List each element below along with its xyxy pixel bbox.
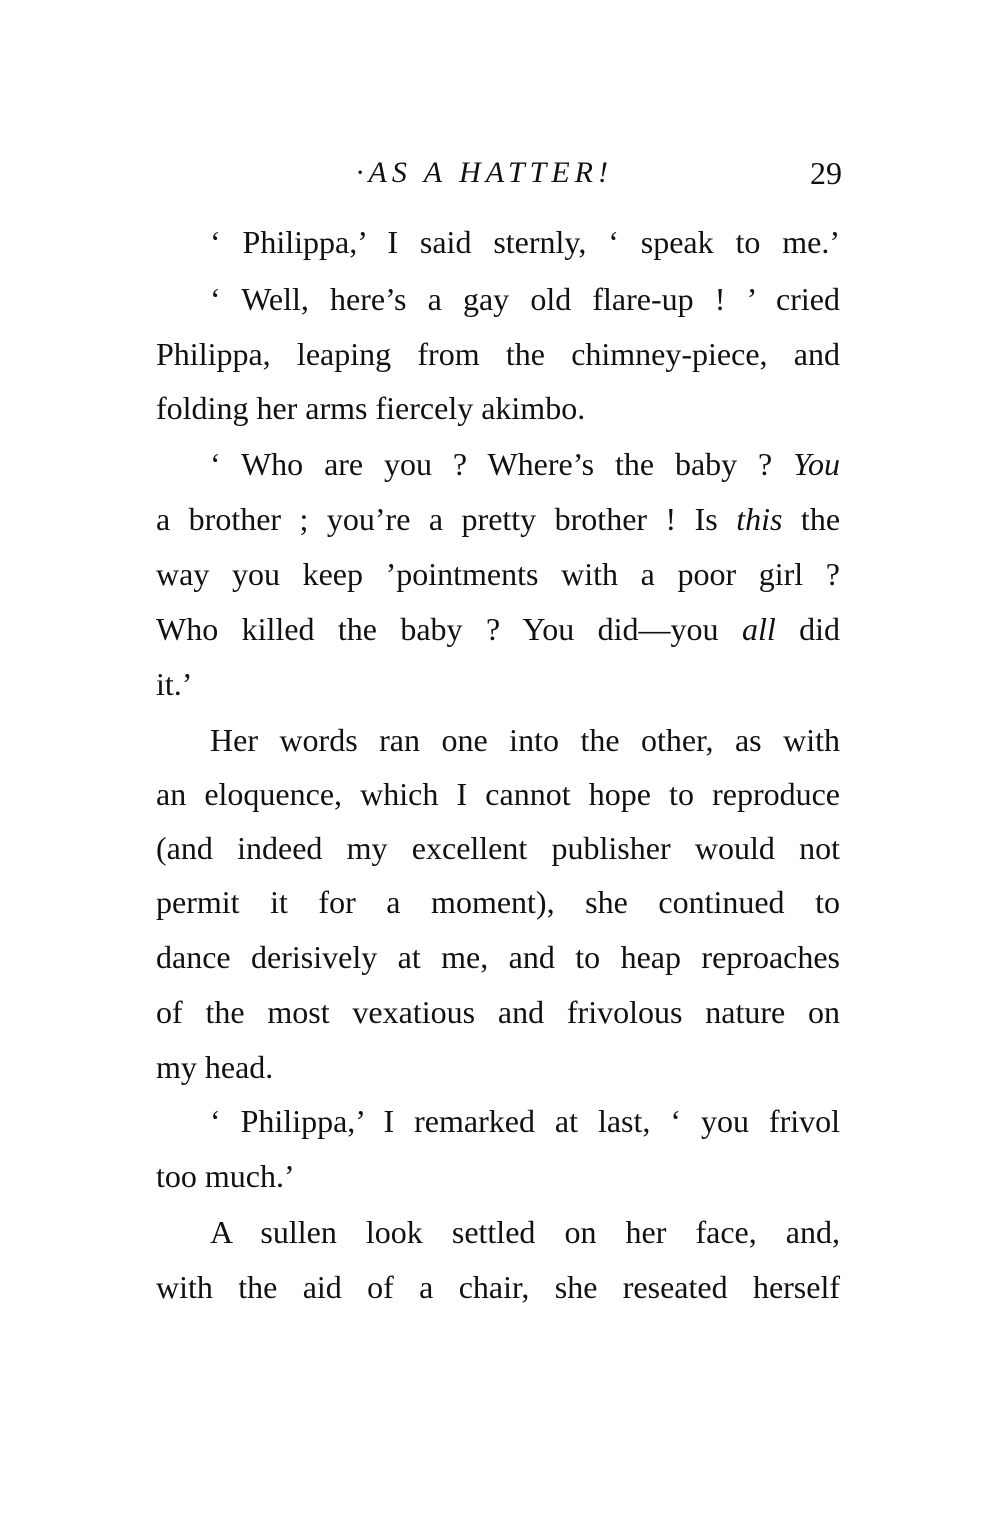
running-title: ·AS A HATTER!	[356, 156, 613, 189]
text-line: (and indeed my excellent publisher would not	[156, 830, 840, 866]
text-line: it.’	[156, 666, 193, 702]
text-line: with the aid of a chair, she reseated herself	[156, 1269, 840, 1305]
text-line: of the most vexatious and frivolous nature on	[156, 994, 840, 1030]
text-line: dance derisively at me, and to heap reproaches	[156, 939, 840, 975]
text-line: my head.	[156, 1049, 274, 1085]
italic-word: You	[793, 446, 841, 482]
text-line: way you keep ’pointments with a poor girl ?	[156, 556, 840, 592]
page-number: 29	[810, 155, 842, 191]
text-line: Her words ran one into the other, as with	[210, 722, 840, 758]
text-line: A sullen look settled on her face, and,	[210, 1214, 840, 1250]
running-head	[156, 148, 846, 198]
text-line: ‘ Who are you ? Where’s the baby ? You	[210, 446, 841, 482]
text-line: Philippa, leaping from the chimney-piece, and	[156, 336, 840, 372]
text-line: ‘ Well, here’s a gay old flare-up ! ’ cried	[210, 281, 840, 317]
text-line: ‘ Philippa,’ I remarked at last, ‘ you frivol	[210, 1103, 840, 1139]
text-line: permit it for a moment), she continued to	[156, 884, 840, 920]
text-line: Who killed the baby ? You did—you all did	[156, 611, 841, 647]
text-line: too much.’	[156, 1158, 295, 1194]
text-line: ‘ Philippa,’ I said sternly, ‘ speak to me.’	[210, 224, 840, 260]
text-line: a brother ; you’re a pretty brother ! Is this the	[156, 501, 841, 537]
italic-word: this	[736, 501, 783, 537]
text-line: an eloquence, which I cannot hope to reproduce	[156, 776, 840, 812]
italic-word: all	[741, 611, 776, 647]
text-line: folding her arms fiercely akimbo.	[156, 390, 586, 426]
